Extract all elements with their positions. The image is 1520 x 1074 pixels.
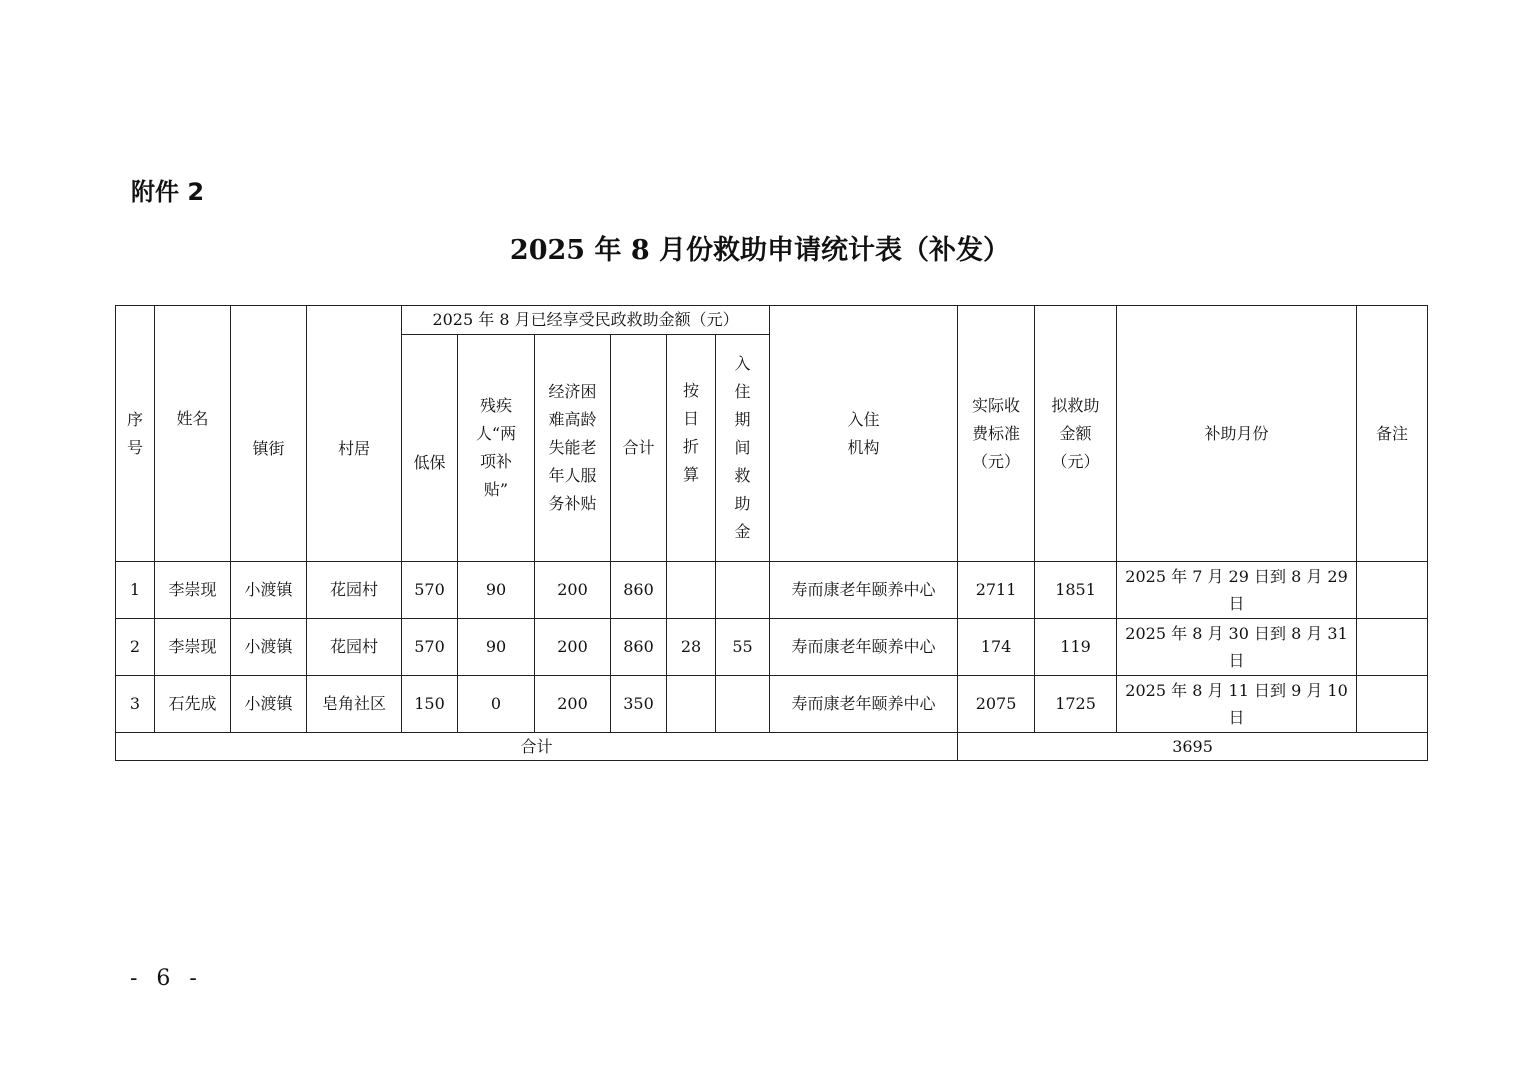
header-seq: 序号	[116, 306, 155, 562]
header-subsidy-month: 补助月份	[1117, 306, 1357, 562]
cell-subtotal: 350	[611, 676, 667, 733]
cell-town: 小渡镇	[231, 676, 307, 733]
cell-daily-prorated	[667, 562, 716, 619]
cell-actual-fee: 2075	[958, 676, 1035, 733]
cell-seq: 2	[116, 619, 155, 676]
cell-elderly-subsidy: 200	[535, 619, 611, 676]
header-received-aid-group: 2025 年 8 月已经享受民政救助金额（元）	[402, 306, 770, 335]
header-institution: 入住机构	[770, 306, 958, 562]
cell-actual-fee: 2711	[958, 562, 1035, 619]
cell-remark	[1357, 562, 1428, 619]
cell-village: 花园村	[307, 619, 402, 676]
cell-dibao: 570	[402, 619, 458, 676]
cell-subtotal: 860	[611, 619, 667, 676]
cell-name: 李崇现	[155, 562, 231, 619]
attachment-label: 附件 2	[131, 178, 205, 206]
header-period-aid: 入住期间救助金	[716, 335, 770, 562]
cell-subtotal: 860	[611, 562, 667, 619]
cell-subsidy-month: 2025 年 8 月 11 日到 9 月 10 日	[1117, 676, 1357, 733]
header-dibao: 低保	[402, 335, 458, 562]
cell-seq: 1	[116, 562, 155, 619]
table-row	[116, 562, 1428, 619]
header-village: 村居	[307, 306, 402, 562]
table-row	[116, 619, 1428, 676]
aid-application-table	[115, 305, 1428, 761]
header-town: 镇街	[231, 306, 307, 562]
header-actual-fee: 实际收费标准（元）	[958, 306, 1035, 562]
cell-remark	[1357, 619, 1428, 676]
header-remark: 备注	[1357, 306, 1428, 562]
cell-institution: 寿而康老年颐养中心	[770, 619, 958, 676]
cell-proposed-amount: 1851	[1035, 562, 1117, 619]
cell-period-aid	[716, 676, 770, 733]
cell-seq: 3	[116, 676, 155, 733]
total-row	[116, 733, 1428, 761]
total-label: 合计	[116, 733, 958, 761]
cell-remark	[1357, 676, 1428, 733]
cell-proposed-amount: 119	[1035, 619, 1117, 676]
cell-daily-prorated: 28	[667, 619, 716, 676]
cell-name: 李崇现	[155, 619, 231, 676]
header-daily-prorated: 按日折算	[667, 335, 716, 562]
cell-village: 花园村	[307, 562, 402, 619]
cell-elderly-subsidy: 200	[535, 676, 611, 733]
header-subtotal: 合计	[611, 335, 667, 562]
cell-proposed-amount: 1725	[1035, 676, 1117, 733]
cell-institution: 寿而康老年颐养中心	[770, 676, 958, 733]
cell-disabled-subsidy: 90	[458, 619, 535, 676]
cell-dibao: 570	[402, 562, 458, 619]
cell-daily-prorated	[667, 676, 716, 733]
table-row	[116, 676, 1428, 733]
header-disabled-subsidy: 残疾人“两项补贴”	[458, 335, 535, 562]
header-name: 姓名	[155, 306, 231, 562]
cell-period-aid: 55	[716, 619, 770, 676]
cell-dibao: 150	[402, 676, 458, 733]
header-proposed-amount: 拟救助金额（元）	[1035, 306, 1117, 562]
cell-subsidy-month: 2025 年 7 月 29 日到 8 月 29 日	[1117, 562, 1357, 619]
cell-subsidy-month: 2025 年 8 月 30 日到 8 月 31 日	[1117, 619, 1357, 676]
cell-town: 小渡镇	[231, 619, 307, 676]
cell-actual-fee: 174	[958, 619, 1035, 676]
cell-disabled-subsidy: 90	[458, 562, 535, 619]
cell-elderly-subsidy: 200	[535, 562, 611, 619]
cell-period-aid	[716, 562, 770, 619]
cell-village: 皂角社区	[307, 676, 402, 733]
cell-town: 小渡镇	[231, 562, 307, 619]
cell-name: 石先成	[155, 676, 231, 733]
cell-disabled-subsidy: 0	[458, 676, 535, 733]
page-number: - 6 -	[130, 966, 203, 991]
total-value: 3695	[958, 733, 1428, 761]
header-elderly-subsidy: 经济困难高龄失能老年人服务补贴	[535, 335, 611, 562]
cell-institution: 寿而康老年颐养中心	[770, 562, 958, 619]
page-title: 2025 年 8 月份救助申请统计表（补发）	[509, 235, 1011, 266]
